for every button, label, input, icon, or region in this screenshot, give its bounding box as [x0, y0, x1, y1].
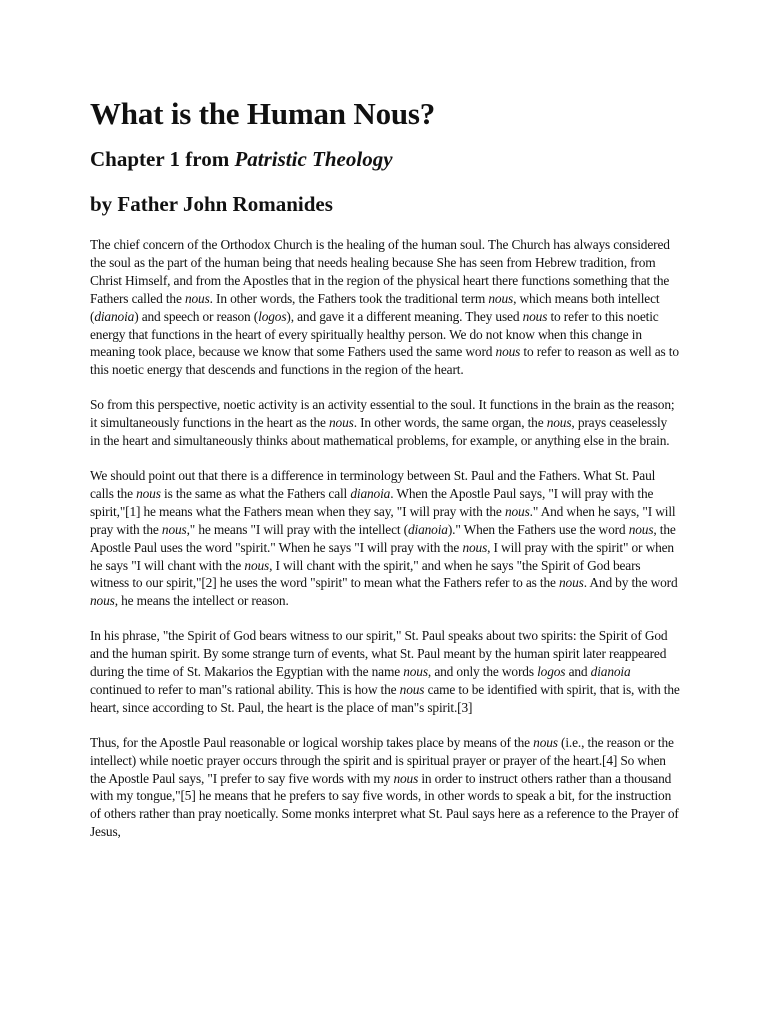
- text-run: The chief concern of the Orthodox Church is the healing of the human soul. The Church has always considered the soul as the part of the human being that needs healing because She has seen from Hebrew tradition, from Christ Himself, and from the Apostles that in the region of the physical heart there functions something that the Fathers called the: [90, 237, 670, 306]
- italic-term: nous: [504, 503, 530, 519]
- italic-term: nous: [522, 308, 548, 324]
- text-run: to refer to reason as well as to this noetic energy that descends and functions in the region of the heart.: [90, 344, 679, 378]
- text-run: . In other words, the Fathers took the traditional term: [209, 290, 489, 306]
- author-heading: by Father John Romanides: [90, 192, 333, 216]
- italic-term: nous: [329, 415, 354, 431]
- text-run: , he means the intellect or reason.: [114, 593, 289, 609]
- italic-term: nous: [559, 575, 584, 591]
- text-run: Thus, for the Apostle Paul reasonable or logical worship takes place by means of the: [90, 734, 534, 750]
- paragraph: [90, 734, 680, 841]
- text-run: and: [565, 664, 591, 680]
- book-title: Patristic Theology: [234, 147, 393, 171]
- text-run: We should point out that there is a difference in terminology between St. Paul and the Fathers. What St. Paul calls the: [90, 467, 656, 501]
- italic-term: dianoia: [350, 485, 391, 501]
- text-run: In his phrase, "the Spirit of God bears witness to our spirit," St. Paul speaks about two spirits: the Spirit of God and the human spirit. By some strange turn of events, what St. Paul meant by the human spirit later reappeared during the time of St. Makarios the Egyptian with the name: [90, 628, 668, 680]
- text-run: , I will pray with the spirit" or when he says "I will chant with the: [90, 539, 674, 573]
- italic-term: logos: [537, 664, 566, 680]
- italic-term: logos: [258, 308, 287, 324]
- italic-term: nous: [184, 290, 210, 306]
- chapter-heading: [90, 146, 680, 172]
- italic-term: nous: [495, 344, 521, 360]
- paragraph: [90, 236, 680, 379]
- document-title: What is the Human Nous?: [90, 96, 436, 131]
- text-run: , the Apostle Paul uses the word "spirit." When he says "I will pray with the: [90, 521, 676, 555]
- italic-term: dianoia: [407, 521, 448, 537]
- text-run: continued to refer to man"s rational ability. This is how the: [90, 681, 400, 697]
- italic-term: nous: [136, 485, 161, 501]
- italic-term: nous: [403, 664, 428, 680]
- text-run: ), and gave it a different meaning. They used: [286, 308, 523, 324]
- text-run: . When the Apostle Paul says, "I will pray with the spirit,"[1] he means what the Fathers mean when they say, "I will pray with the: [90, 485, 654, 519]
- text-run: , prays ceaselessly in the heart and simultaneously thinks about mathematical problems, for example, or anything else in the brain.: [90, 415, 670, 449]
- text-run: to refer to this noetic energy that functions in the heart of every spiritually healthy person. We do not know when this change in meaning took place, because we know that some Fathers used the same word: [90, 308, 659, 360]
- italic-term: nous: [90, 593, 115, 609]
- italic-term: dianoia: [590, 664, 631, 680]
- chapter-prefix: Chapter 1 from: [90, 147, 235, 171]
- text-run: ," he means "I will pray with the intellect (: [186, 521, 408, 537]
- document-page: [90, 96, 680, 858]
- text-run: So from this perspective, noetic activity is an activity essential to the soul. It functions in the brain as the reason; it simultaneously functions in the heart as the: [90, 397, 675, 431]
- italic-term: nous: [546, 415, 572, 431]
- text-run: )." When the Fathers use the word: [447, 521, 629, 537]
- paragraph: [90, 467, 680, 610]
- paragraph: [90, 396, 680, 450]
- text-run: ." And when he says, "I will pray with the: [90, 503, 676, 537]
- italic-term: nous: [399, 681, 425, 697]
- text-run: ) and speech or reason (: [134, 308, 259, 324]
- text-run: (i.e., the reason or the intellect) while noetic prayer occurs through the spirit and is spiritual prayer or prayer of the heart.[4] So when the Apostle Paul says, "I prefer to say five words with my: [90, 734, 674, 786]
- italic-term: nous: [462, 539, 488, 555]
- text-run: in order to instruct others rather than a thousand with my tongue,"[5] he means that he prefers to say five words, in other words to speak a bit, for the instruction of others rather than pray noetically. Some monks interpret what St. Paul says here as a reference to the Prayer of Jesus,: [90, 770, 679, 840]
- text-run: , which means both intellect (: [90, 290, 660, 324]
- italic-term: nous: [161, 521, 187, 537]
- text-run: is the same as what the Fathers call: [160, 485, 351, 501]
- text-run: , and only the words: [427, 664, 538, 680]
- italic-term: dianoia: [94, 308, 135, 324]
- text-run: , I will chant with the spirit," and when he says "the Spirit of God bears witness to our spirit,"[2] he uses the word "spirit" to mean what the Fathers refer to as the: [90, 557, 641, 591]
- italic-term: nous: [393, 770, 419, 786]
- italic-term: nous: [244, 557, 270, 573]
- italic-term: nous: [533, 734, 558, 750]
- text-run: came to be identified with spirit, that is, with the heart, since according to St. Paul, the heart is the place of man"s spirit.[3]: [90, 681, 680, 715]
- text-run: . And by the word: [583, 575, 678, 591]
- italic-term: nous: [628, 521, 654, 537]
- body-text: [90, 236, 680, 841]
- italic-term: nous: [488, 290, 514, 306]
- text-run: . In other words, the same organ, the: [353, 415, 547, 431]
- paragraph: [90, 627, 680, 717]
